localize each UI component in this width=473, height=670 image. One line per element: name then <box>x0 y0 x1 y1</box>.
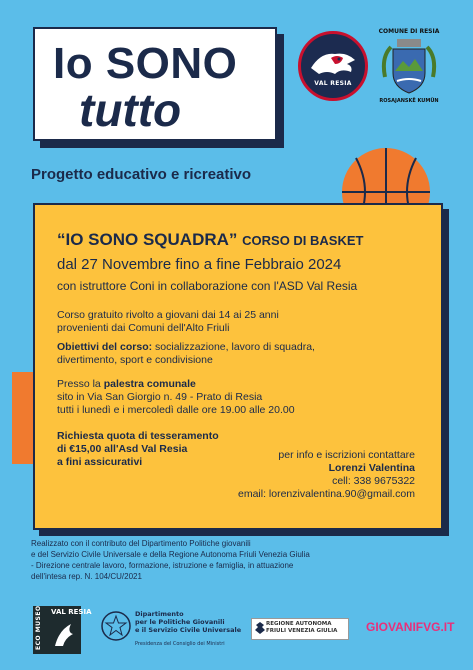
place-prefix: Presso la <box>57 378 104 390</box>
bird-icon <box>51 620 77 650</box>
regione-fvg-text <box>266 621 337 635</box>
course-headline <box>57 230 363 250</box>
title-line-2: tutto <box>79 84 182 136</box>
course-goals <box>57 341 315 367</box>
course-instructor: con istruttore Coni in collaborazione con l'ASD Val Resia <box>57 279 358 293</box>
fee-line-1: Richiesta quota di tesseramento <box>57 430 219 442</box>
fee-line-3: a fini assicurativi <box>57 456 143 468</box>
goals-label: Obiettivi del corso: <box>57 341 153 353</box>
val-resia-club-logo <box>298 31 368 101</box>
dipartimento-line: Dipartimento <box>135 610 184 618</box>
goals-line-2: divertimento, sport e condivisione <box>57 354 213 366</box>
contact-cell: cell: 338 9675322 <box>332 475 415 487</box>
contact-intro: per info e iscrizioni contattare <box>278 449 415 461</box>
dipartimento-text <box>135 610 241 634</box>
contact-email: email: lorenzivalentina.90@gmail.com <box>238 488 415 500</box>
goals-line-1 <box>57 341 315 354</box>
place-name: palestra comunale <box>103 378 196 390</box>
regione-line: FRIULI VENEZIA GIULIA <box>266 628 338 634</box>
headline-title: “IO SONO SQUADRA” <box>57 230 238 249</box>
course-dates: dal 27 Novembre fino a fine Febbraio 2024 <box>57 256 342 273</box>
place-line-1 <box>57 378 295 391</box>
credits-text <box>31 538 451 582</box>
membership-fee <box>57 430 219 469</box>
headline-suffix: CORSO DI BASKET <box>242 233 364 248</box>
dipartimento-line: per le Politiche Giovanili <box>135 618 225 626</box>
ecomuseo-vertical-text: ECO MUSEO <box>35 605 42 650</box>
republic-emblem-icon <box>100 610 132 642</box>
credits-line: dell'intesa rep. N. 104/CU/2021 <box>31 572 142 581</box>
ecomuseo-top-text: VAL RESIA <box>51 608 92 616</box>
title-line-1: Io SONO <box>53 39 238 88</box>
eagle-icon <box>301 34 365 98</box>
course-info-card <box>33 203 443 530</box>
club-logo-text: VAL RESIA <box>314 80 352 87</box>
credits-line: Realizzato con il contributo del Dipartimento Politiche giovanili <box>31 539 251 548</box>
regione-line: REGIONE AUTONOMA <box>266 621 332 627</box>
place-address: sito in Via San Giorgio n. 49 - Prato di Resia <box>57 391 263 403</box>
goals-text-1: socializzazione, lavoro di squadra, <box>152 341 315 353</box>
title-box <box>33 27 277 141</box>
ecomuseo-logo <box>33 605 92 654</box>
credits-line: e del Servizio Civile Universale e della Regione Autonoma Friuli Venezia Giulia <box>31 550 310 559</box>
course-line-2: provenienti dai Comuni dell'Alto Friuli <box>57 322 230 334</box>
contact-info <box>238 449 415 501</box>
dipartimento-line: e il Servizio Civile Universale <box>135 626 242 634</box>
giovanifvg-logo: GIOVANIFVG.IT <box>366 620 455 634</box>
fvg-eagle-icon <box>254 621 266 635</box>
project-subtitle: Progetto educativo e ricreativo <box>31 166 252 183</box>
contact-name: Lorenzi Valentina <box>328 462 415 474</box>
course-line-1: Corso gratuito rivolto a giovani dai 14 ai 25 anni <box>57 309 279 321</box>
comune-title: COMUNE DI RESIA <box>378 28 440 35</box>
fee-line-2: di €15,00 all'Asd Val Resia <box>57 443 188 455</box>
course-location <box>57 378 295 417</box>
credits-line: - Direzione centrale lavoro, formazione, istruzione e famiglia, in attuazione <box>31 561 294 570</box>
comune-crest-icon <box>381 37 437 97</box>
course-description <box>57 309 279 335</box>
place-schedule: tutti i lunedì e i mercoledì dalle ore 19.00 alle 20.00 <box>57 404 295 416</box>
comune-subtitle: ROSAJANSKË KUMÜN <box>379 98 439 104</box>
presidenza-text: Presidenza del Consiglio dei Ministri <box>135 641 225 647</box>
